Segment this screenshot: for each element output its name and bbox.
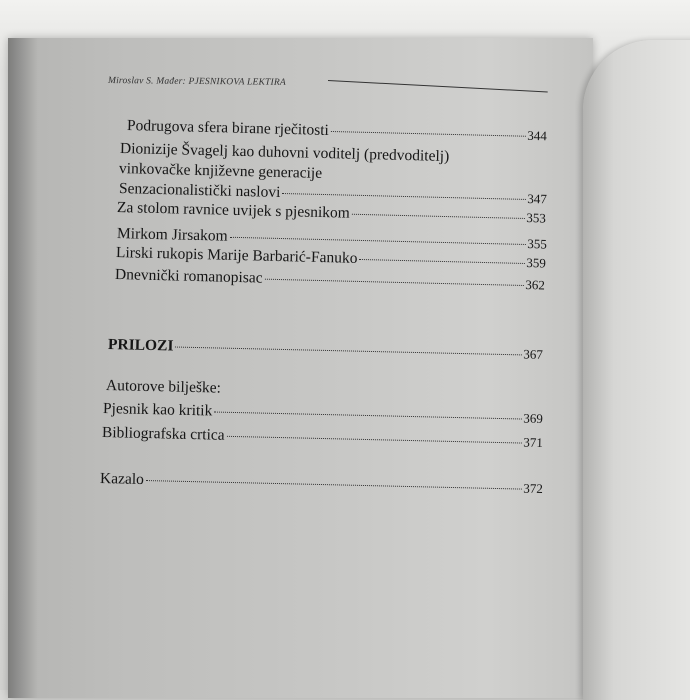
dot-leader <box>265 279 524 286</box>
toc-entry <box>103 400 543 428</box>
toc-entry-page: 347 <box>527 190 548 207</box>
dot-leader <box>146 480 522 490</box>
toc-entry-title: Pjesnik kao kritik <box>102 400 213 420</box>
running-head: Miroslav S. Mađer: PJESNIKOVA LEKTIRA <box>107 76 286 88</box>
dot-leader <box>214 412 521 420</box>
toc-entry-title: Dnevnički romanopisac <box>114 266 263 287</box>
toc-section-title: PRILOZI <box>107 336 174 355</box>
toc-entry-page: 353 <box>526 210 547 226</box>
toc-entry-page: 344 <box>527 127 548 144</box>
toc-entry-title: Bibliografska crtica <box>101 424 225 444</box>
toc-subheading <box>106 377 221 398</box>
dot-leader <box>175 347 521 356</box>
toc-entry-page: 359 <box>526 255 547 271</box>
toc-subheading-title: Autorove bilješke: <box>105 377 222 397</box>
dot-leader <box>282 193 525 200</box>
toc-entry-title: Podrugova sfera birane rječitosti <box>126 117 330 139</box>
toc-entry-page: 371 <box>523 434 544 451</box>
dot-leader <box>230 237 526 245</box>
toc-entry-page: 372 <box>523 480 544 497</box>
dot-leader <box>227 436 522 444</box>
dot-leader <box>352 214 525 219</box>
toc-entry <box>102 424 543 452</box>
toc-entry-title: Dionizije Švagelj kao duhovni voditelj (predvoditelj) <box>119 140 450 166</box>
toc-entry-title: Kazalo <box>99 470 145 488</box>
toc-section <box>108 336 543 364</box>
toc-entry <box>100 470 543 498</box>
dot-leader <box>331 131 526 137</box>
toc-entry-title: Za stolom ravnice uvijek s pjesnikom <box>116 199 351 222</box>
toc-entry-page: 369 <box>523 410 544 426</box>
toc-entry-title: Senzacionalistički naslovi <box>118 180 281 201</box>
toc-entry-page: 355 <box>527 236 548 252</box>
toc-entry-title: Lirski rukopis Marije Barbarić-Fanuko <box>115 244 358 267</box>
toc-entry-title: Mirkom Jirsakom <box>116 225 228 245</box>
toc-entry-page: 362 <box>525 277 546 293</box>
dot-leader <box>359 259 524 264</box>
toc-entry-page: 367 <box>523 346 544 362</box>
toc-entry-title: vinkovačke književne generacije <box>118 160 323 182</box>
